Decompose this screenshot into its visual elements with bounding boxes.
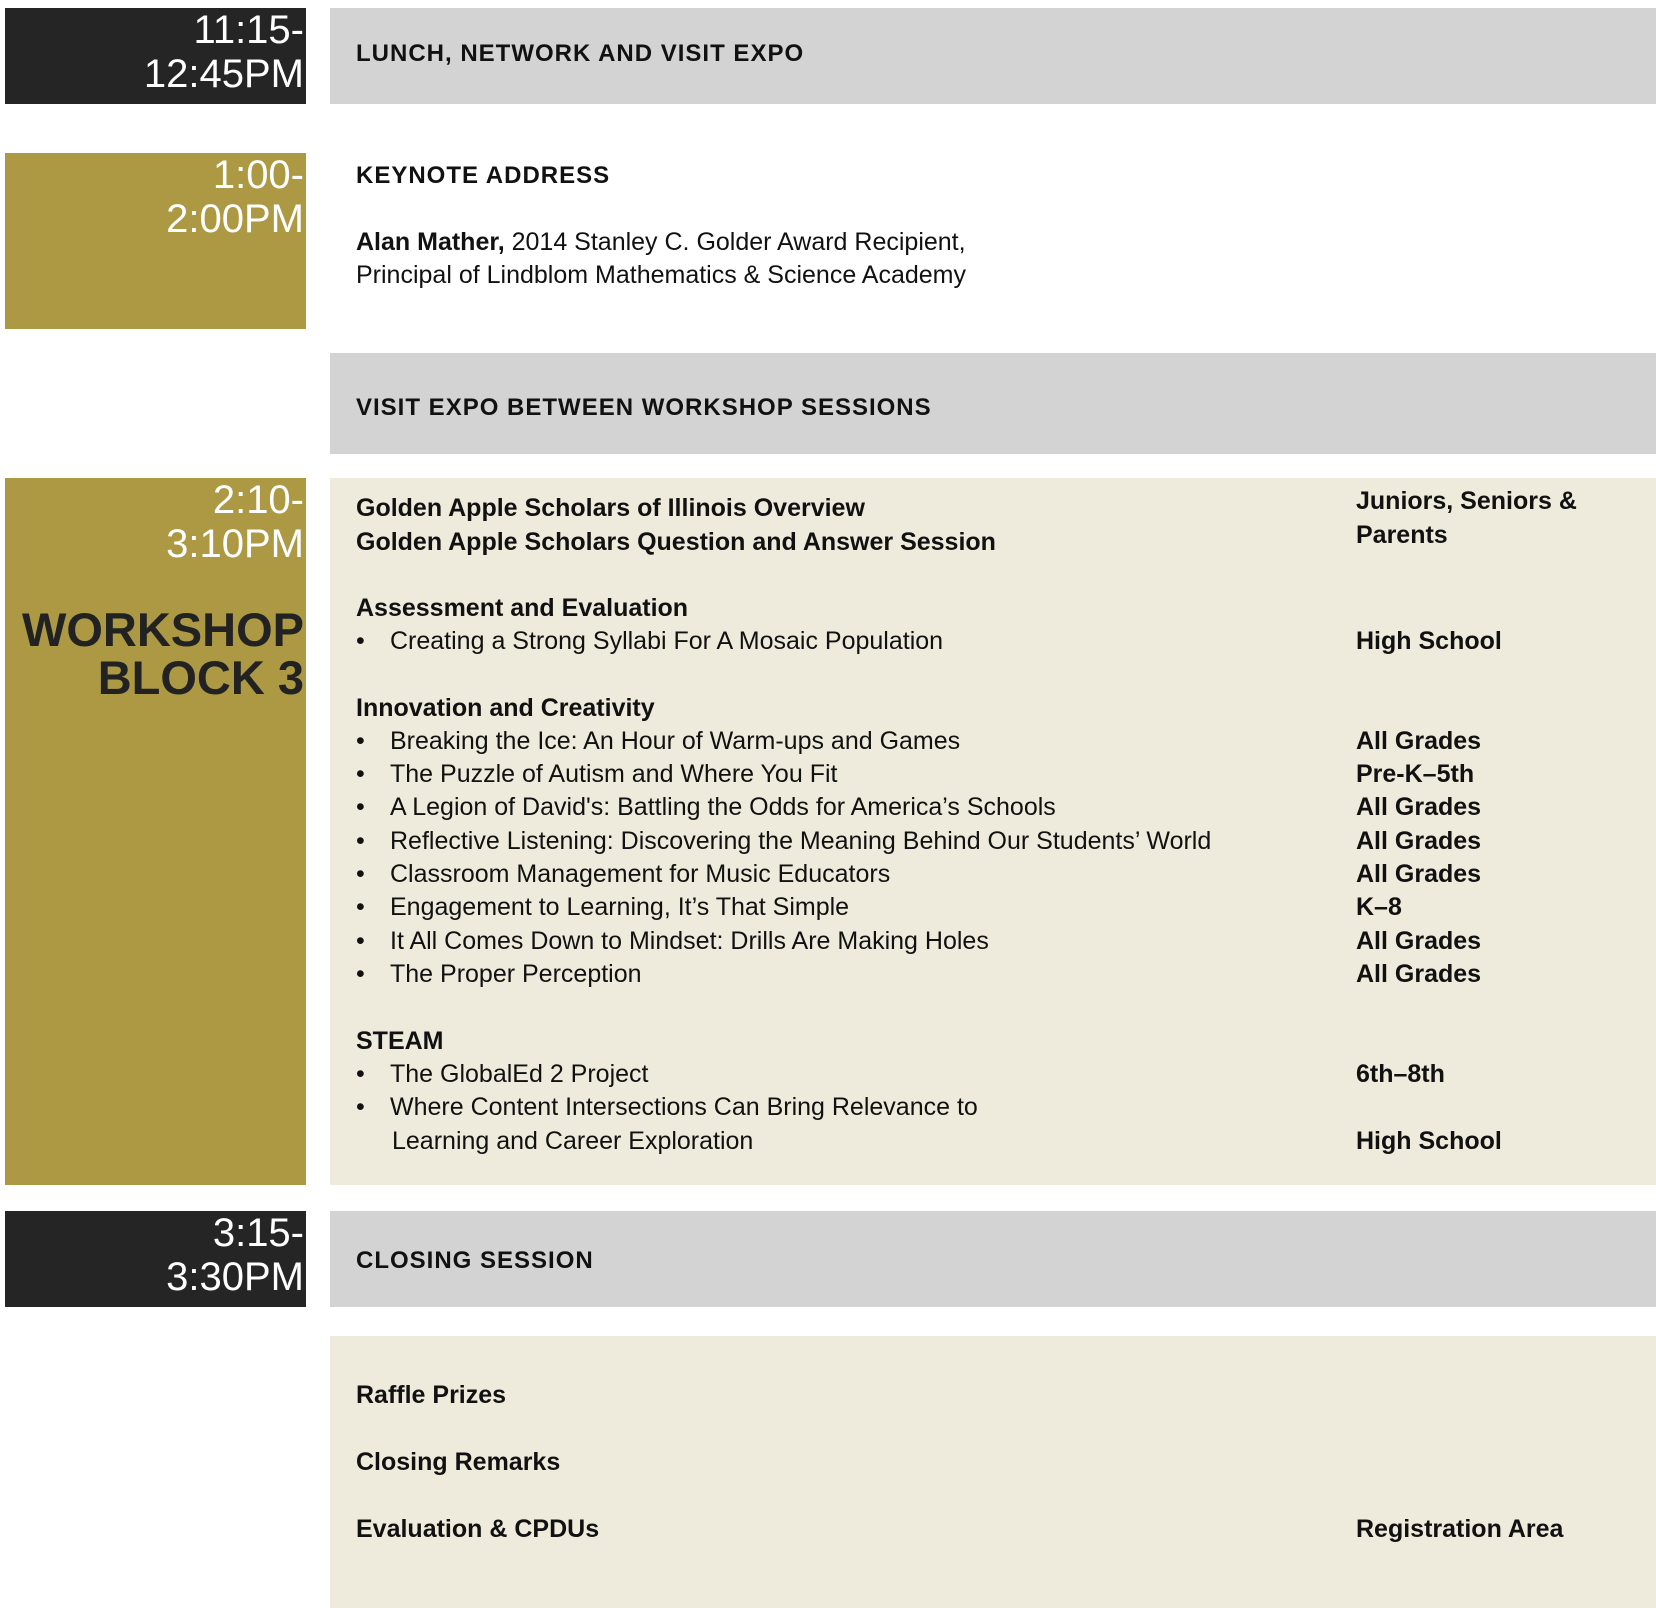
list-item [356,860,890,889]
time-end: 2:00PM [166,197,304,241]
keynote-speaker [356,228,966,257]
closing-item-raffle: Raffle Prizes [356,1381,507,1409]
item-audience: K–8 [1356,893,1402,921]
list-item [356,1060,648,1089]
category-title: STEAM [356,1027,444,1055]
bullet: • [356,727,365,755]
bullet: • [356,1060,365,1088]
time-end: 3:10PM [166,522,304,566]
closing-location: Registration Area [1356,1515,1564,1543]
list-item [356,1093,978,1122]
heading-closing: CLOSING SESSION [356,1247,594,1274]
item-audience: High School [1356,627,1502,655]
time-box-workshop [5,478,306,1185]
item-audience: Pre-K–5th [1356,760,1475,788]
speaker-award: 2014 Stanley C. Golder Award Recipient, [504,228,966,256]
bullet: • [356,960,365,988]
time-end: 12:45PM [143,52,304,96]
workshop-intro-line1: Golden Apple Scholars of Illinois Overview [356,494,865,522]
closing-item-evaluation: Evaluation & CPDUs [356,1515,600,1543]
time-box-closing [5,1211,306,1307]
item-title: The Puzzle of Autism and Where You Fit [390,760,838,788]
bullet: • [356,627,365,655]
item-audience: All Grades [1356,860,1482,888]
list-item [356,727,960,756]
item-title: Where Content Intersections Can Bring Relevance to [390,1093,978,1121]
item-audience: High School [1356,1127,1502,1155]
heading-keynote: KEYNOTE ADDRESS [356,162,611,189]
item-audience: All Grades [1356,827,1482,855]
item-audience: 6th–8th [1356,1060,1445,1088]
bullet: • [356,827,365,855]
speaker-name: Alan Mather, [356,228,505,256]
time-start: 2:10- [212,478,304,522]
time-box-keynote [5,153,306,329]
bullet: • [356,760,365,788]
bullet: • [356,927,365,955]
item-title: Creating a Strong Syllabi For A Mosaic Population [390,627,944,655]
item-audience: All Grades [1356,793,1482,821]
block-label-line1: WORKSHOP [22,603,304,656]
item-title-continued: Learning and Career Exploration [392,1127,754,1155]
list-item [356,827,1211,856]
time-box-lunch [5,8,306,104]
item-title: Classroom Management for Music Educators [390,860,891,888]
block-label-line2: BLOCK 3 [97,651,304,704]
item-audience: All Grades [1356,927,1482,955]
list-item [356,793,1056,822]
bullet: • [356,860,365,888]
item-title: The GlobalEd 2 Project [390,1060,649,1088]
bullet: • [356,793,365,821]
bullet: • [356,893,365,921]
category-title: Assessment and Evaluation [356,594,689,622]
list-item [356,927,989,956]
list-item [356,960,642,989]
list-item [356,627,943,656]
heading-visit-expo: VISIT EXPO BETWEEN WORKSHOP SESSIONS [356,394,932,421]
closing-item-remarks: Closing Remarks [356,1448,561,1476]
time-start: 3:15- [212,1211,304,1255]
list-item [356,760,837,789]
heading-lunch: LUNCH, NETWORK AND VISIT EXPO [356,40,805,67]
time-start: 11:15- [193,8,304,52]
item-audience: All Grades [1356,960,1482,988]
item-title: Engagement to Learning, It’s That Simple [390,893,850,921]
time-end: 3:30PM [166,1255,304,1299]
list-item [356,893,849,922]
category-title: Innovation and Creativity [356,694,655,722]
item-audience: All Grades [1356,727,1482,755]
item-title: Reflective Listening: Discovering the Meaning Behind Our Students’ World [390,827,1212,855]
item-title: The Proper Perception [390,960,642,988]
intro-audience-line1: Juniors, Seniors & [1356,487,1577,515]
item-title: Breaking the Ice: An Hour of Warm-ups and Games [390,727,961,755]
bullet: • [356,1093,365,1121]
keynote-speaker-title: Principal of Lindblom Mathematics & Science Academy [356,261,967,289]
intro-audience-line2: Parents [1356,521,1448,549]
item-title: It All Comes Down to Mindset: Drills Are Making Holes [390,927,989,955]
workshop-intro-line2: Golden Apple Scholars Question and Answer Session [356,528,996,556]
time-start: 1:00- [212,153,304,197]
item-title: A Legion of David's: Battling the Odds for America’s Schools [390,793,1056,821]
